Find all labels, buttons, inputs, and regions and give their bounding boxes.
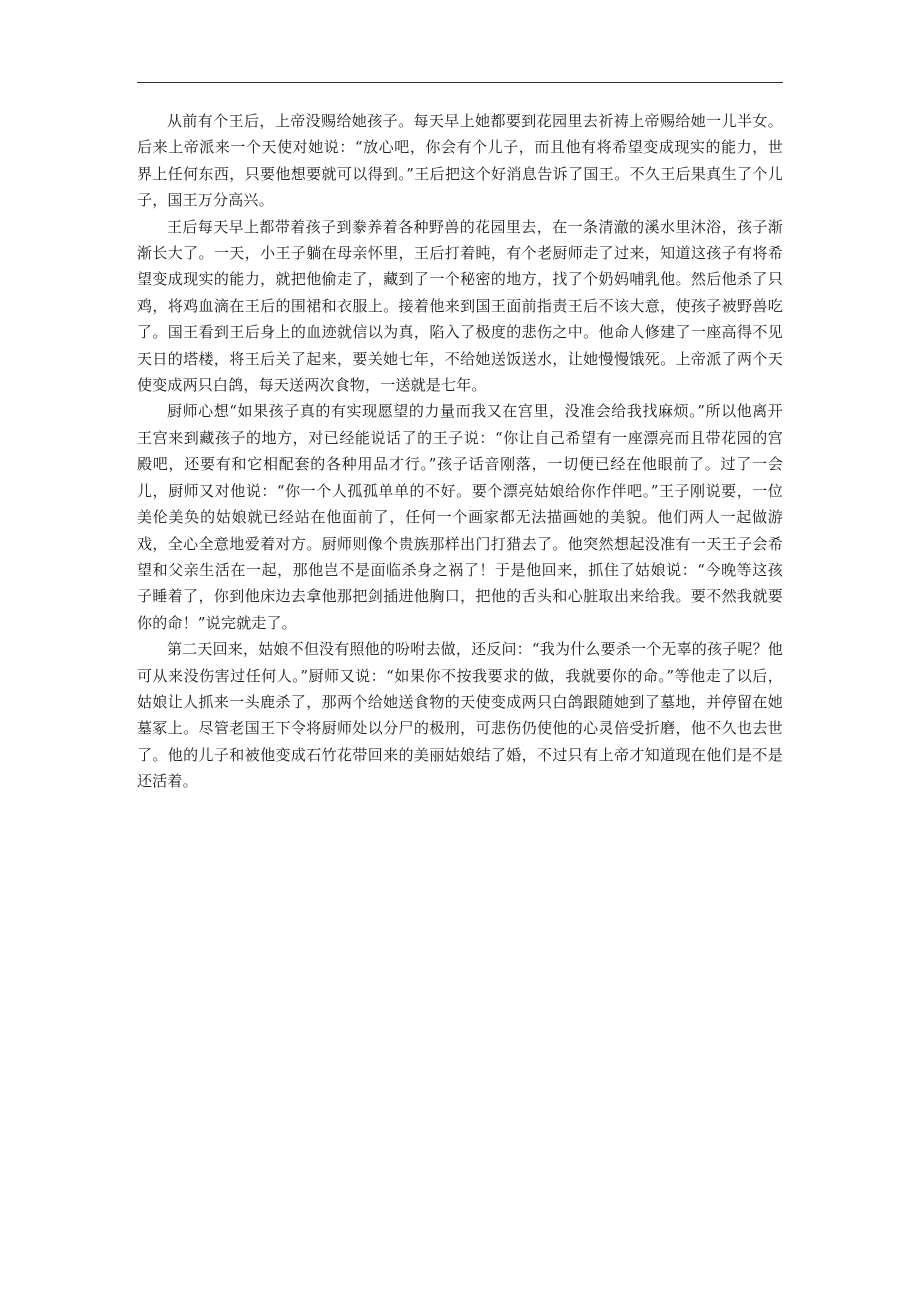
paragraph-2: 王后每天早上都带着孩子到豢养着各种野兽的花园里去，在一条清澈的溪水里沐浴，孩子渐渐长大了。一天，小王子躺在母亲怀里，王后打着盹，有个老厨师走了过来，知道这孩子有将希望变成现实的能力，就把他偷走了，藏到了一个秘密的地方，找了个奶妈哺乳他。然后他杀了只鸡，将鸡血滴在王后的围裙和衣服上。接着他来到国王面前指责王后不该大意，使孩子被野兽吃了。国王看到王后身上的血迹就信以为真，陷入了极度的悲伤之中。他命人修建了一座高得不见天日的塔楼，将王后关了起来，要关她七年，不给她送饭送水，让她慢慢饿死。上帝派了两个天使变成两只白鸽，每天送两次食物，一送就是七年。 (137, 217, 783, 395)
header-rule (137, 82, 783, 83)
paragraph-4: 第二天回来，姑娘不但没有照他的吩咐去做，还反问：“我为什么要杀一个无辜的孩子呢？他可从来没伤害过任何人。”厨师又说：“如果你不按我要求的做，我就要你的命。”等他走了以后，姑娘让人抓来一头鹿杀了，那两个给她送食物的天使变成两只白鸽跟随她到了墓地，并停留在她墓冢上。尽管老国王下令将厨师处以分尸的极刑，可悲伤仍使他的心灵倍受折磨，他不久也去世了。他的儿子和被他变成石竹花带回来的美丽姑娘结了婚，不过只有上帝才知道现在他们是不是还活着。 (137, 640, 783, 791)
paragraph-1: 从前有个王后，上帝没赐给她孩子。每天早上她都要到花园里去祈祷上帝赐给她一儿半女。后来上帝派来一个天使对她说：“放心吧，你会有个儿子，而且他有将希望变成现实的能力，世界上任何东西，只要他想要就可以得到。”王后把这个好消息告诉了国王。不久王后果真生了个儿子，国王万分高兴。 (137, 112, 783, 210)
document-body (137, 108, 783, 795)
paragraph-3: 厨师心想“如果孩子真的有实现愿望的力量而我又在宫里，没准会给我找麻烦。”所以他离开王宫来到藏孩子的地方，对已经能说话了的王子说：“你让自己希望有一座漂亮而且带花园的宫殿吧，还要有和它相配套的各种用品才行。”孩子话音刚落，一切便已经在他眼前了。过了一会儿，厨师又对他说：“你一个人孤孤单单的不好。要个漂亮姑娘给你作伴吧。”王子刚说要，一位美伦美奂的姑娘就已经站在他面前了，任何一个画家都无法描画她的美貌。他们两人一起做游戏，全心全意地爱着对方。厨师则像个贵族那样出门打猎去了。他突然想起没准有一天王子会希望和父亲生活在一起，那他岂不是面临杀身之祸了！于是他回来，抓住了姑娘说：“今晚等这孩子睡着了，你到他床边去拿他那把剑插进他胸口，把他的舌头和心脏取出来给我。要不然我就要你的命！”说完就走了。 (137, 402, 783, 632)
